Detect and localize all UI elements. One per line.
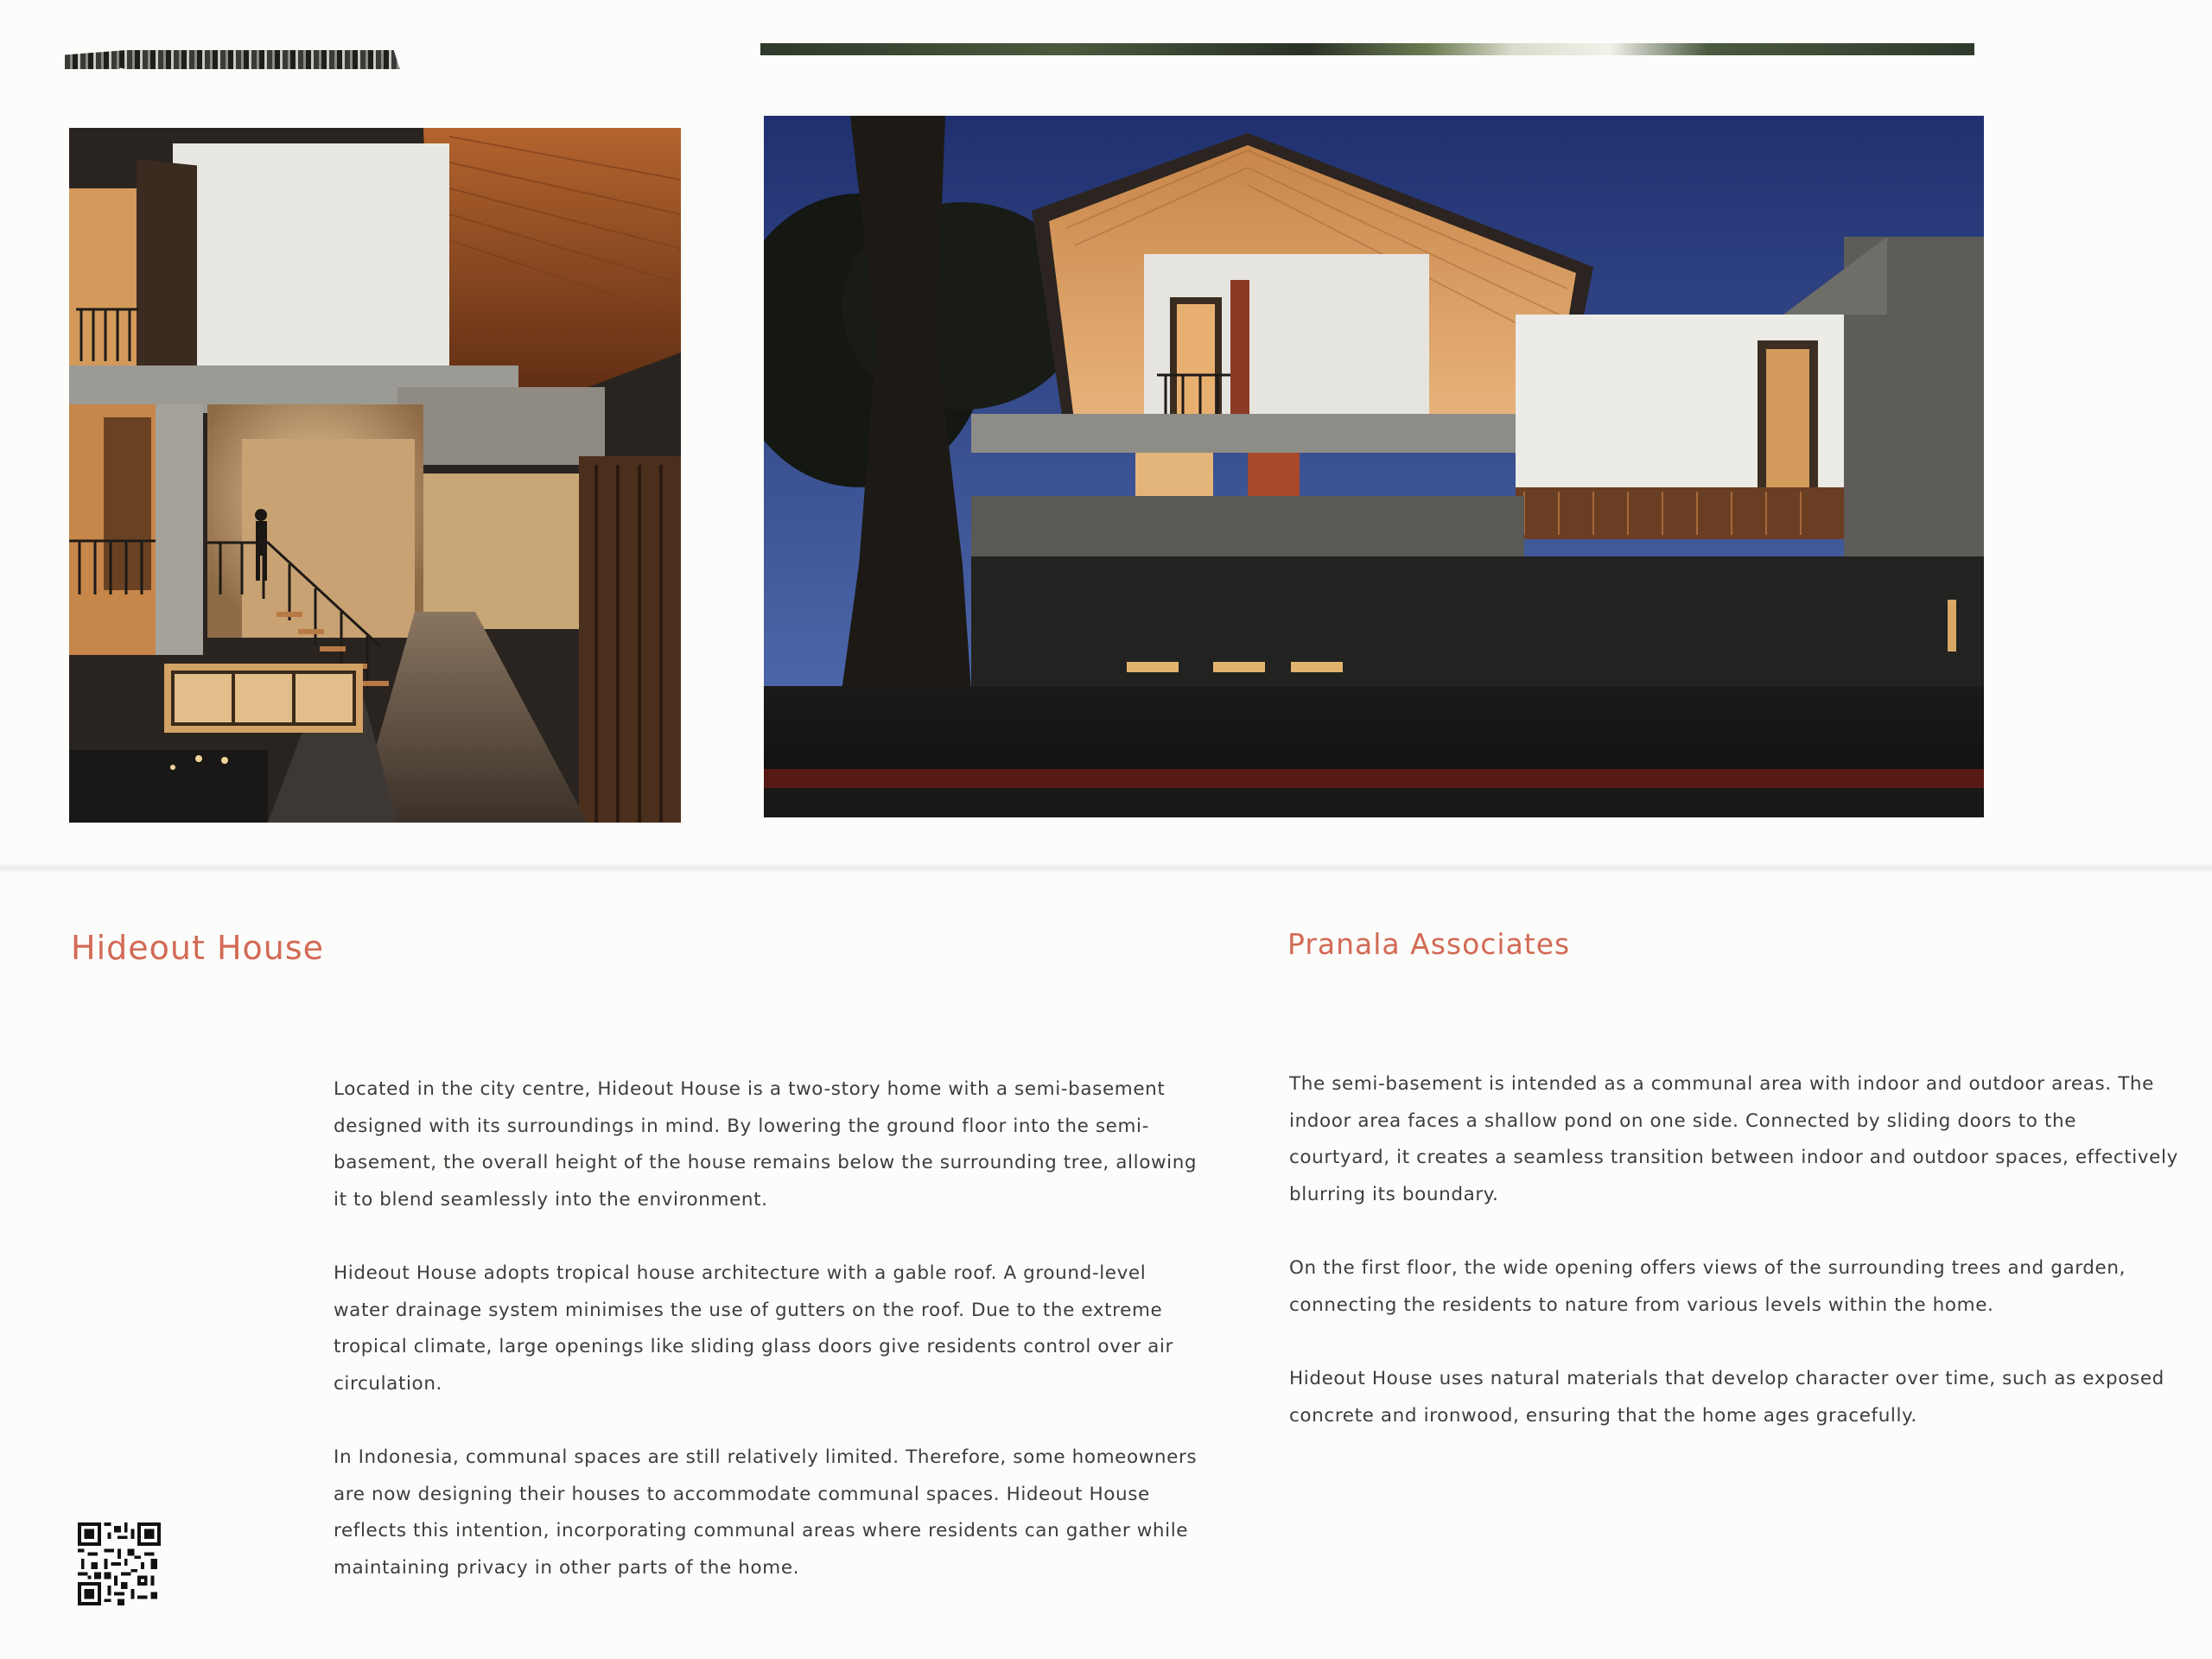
paragraph: The semi-basement is intended as a communal area with indoor and outdoor areas. The indoor area faces a shallow pond on one side. Connected by sliding doors to the courtyard, it creates a seamless transition between indoor and outdoor spaces, effectively blurring its boundary. <box>1289 1073 2178 1205</box>
paragraph: In Indonesia, communal spaces are still relatively limited. Therefore, some homeowners are now designing their houses to accommodate communal spaces. Hideout House reflects this intention, incorporating communal areas where residents can gather while maintaining privacy in other parts of the home. <box>334 1446 1198 1579</box>
paragraph: Located in the city centre, Hideout House is a two-story home with a semi-basement designed with its surroundings in mind. By lowering the ground floor into the semi-basement, the overall height of the house remains below the surrounding tree, allowing it to blend seamlessly into the environment. <box>334 1078 1198 1211</box>
project-title: Hideout House <box>71 929 325 968</box>
top-image-strip-right <box>760 43 1974 55</box>
paragraph: Hideout House uses natural materials that develop character over time, such as exposed concrete and ironwood, ensuring that the home ages gracefully. <box>1289 1368 2164 1427</box>
exterior-facade-photo <box>764 116 1984 817</box>
paragraph: On the first floor, the wide opening offers views of the surrounding trees and garden, connecting the residents to nature from various levels within the home. <box>1289 1257 2126 1316</box>
qr-code-icon[interactable] <box>78 1522 161 1605</box>
page-fold <box>0 862 2212 873</box>
interior-courtyard-photo <box>69 128 681 823</box>
paragraph: Hideout House adopts tropical house architecture with a gable roof. A ground-level water drainage system minimises the use of gutters on the roof. Due to the extreme tropical climate, large openings like sliding glass doors give residents control over air circulation. <box>334 1262 1173 1395</box>
top-image-strip-left <box>65 50 674 69</box>
description-left-column <box>334 1071 1206 1624</box>
architect-name: Pranala Associates <box>1287 927 1571 962</box>
description-right-column <box>1289 1066 2179 1471</box>
